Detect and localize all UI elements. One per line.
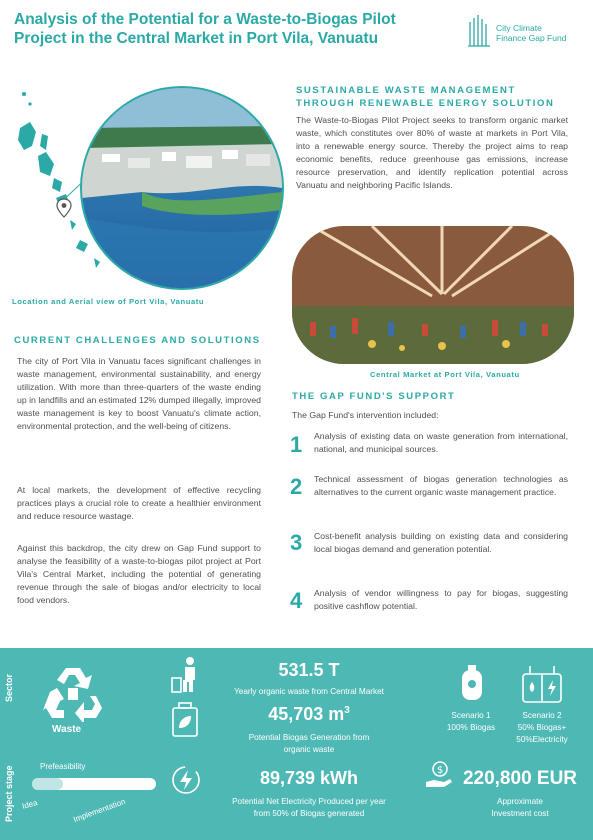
challenges-paragraph-1: The city of Port Vila in Vanuatu faces significant challenges in waste management, environmental sustainability, and energy utilization. With more than three-quarters of the waste ending up in landfills and an estimated 12% dumped illegally, improved waste management is key to boost Vanuatu's climate action, environmental protection, and the well-being of citizens. xyxy=(17,356,261,432)
market-caption: Central Market at Port Vila, Vanuatu xyxy=(370,370,520,379)
challenges-paragraph-2: At local markets, the development of effective recycling practices plays a crucial role to create a healthier environment and reduce resource wastage. xyxy=(17,485,261,522)
biogas-electricity-icon xyxy=(520,664,564,704)
electricity-value: 89,739 kWh xyxy=(259,768,359,788)
support-heading: THE GAP FUND'S SUPPORT xyxy=(292,391,456,402)
gap-fund-logo xyxy=(466,12,586,52)
step-number-2: 2 xyxy=(290,474,303,499)
location-pin-icon xyxy=(56,198,72,218)
step-text-4: Analysis of vendor willingness to pay for biogas, suggesting positive cashflow potential. xyxy=(314,588,568,611)
biogas-desc: Potential Biogas Generation from organic waste xyxy=(248,733,370,754)
stage-progress-fill xyxy=(32,778,63,790)
gas-cylinder-icon xyxy=(458,664,486,702)
challenges-paragraph-3: Against this backdrop, the city drew on Gap Fund support to analyse the feasibility of a waste-to-biogas pilot project at Port Vila's Central Market, including the potential of generating revenue through the sale of biogas and/or electricity to local food vendors. xyxy=(17,543,261,606)
step-text-2: Technical assessment of biogas generation technologies as alternatives to the current organic waste management practice. xyxy=(314,474,568,497)
aerial-photo xyxy=(80,86,284,290)
project-stage-label: Project stage xyxy=(4,765,14,822)
svg-text:$: $ xyxy=(437,765,444,776)
biogas-value: 45,703 $m^3$ xyxy=(268,704,350,724)
page-title: Analysis of the Potential for a Waste-to-Biogas Pilot Project in the Central Market in Port Vila, Vanuatu xyxy=(14,11,396,47)
market-photo xyxy=(292,226,574,364)
investment-value: 220,800 EUR xyxy=(462,768,578,789)
logo-text: City Climate Finance Gap Fund xyxy=(496,23,567,43)
sector-label: Sector xyxy=(4,673,14,702)
step-text-1: Analysis of existing data on waste generation from international, national, and municipal sources. xyxy=(314,431,568,454)
money-hand-icon xyxy=(424,760,454,790)
support-intro: The Gap Fund's intervention included: xyxy=(292,410,439,420)
stage-idea-label: Idea xyxy=(21,798,39,811)
scenario-2: Scenario 2 50% Biogas+ 50%Electricity xyxy=(516,711,568,744)
city-logo-icon xyxy=(466,12,492,48)
intro-paragraph: The Waste-to-Biogas Pilot Project seeks to transform organic market waste, which constitutes over 80% of waste at markets in Port Vila, into a renewable energy source. Thereby the project aims to reap economic benefits, reduce greenhouse gas emissions, increase resource preservation, and identify replication potential across Vanuatu and neighboring Pacific Islands. xyxy=(296,115,568,191)
electricity-desc: Potential Net Electricity Produced per year from 50% of Biogas generated xyxy=(232,797,386,818)
step-number-1: 1 xyxy=(290,432,303,457)
person-waste-icon xyxy=(170,656,204,694)
stage-prefeasibility-label: Prefeasibility xyxy=(40,762,86,771)
recycle-icon xyxy=(42,664,104,722)
step-number-4: 4 xyxy=(290,588,303,613)
step-number-3: 3 xyxy=(290,530,303,555)
scenario-1: Scenario 1 100% Biogas xyxy=(446,711,496,732)
intro-heading: SUSTAINABLE WASTE MANAGEMENT THROUGH RENEWABLE ENERGY SOLUTION xyxy=(296,85,555,109)
stage-implementation-label: Implementation xyxy=(72,796,127,825)
map-caption: Location and Aerial view of Port Vila, Vanuatu xyxy=(12,297,205,306)
step-text-3: Cost-benefit analysis building on existing data and considering local biogas demand and generation potential. xyxy=(314,531,568,554)
investment-desc: Approximate Investment cost xyxy=(491,797,549,818)
sector-value: Waste xyxy=(52,724,82,735)
challenges-heading: CURRENT CHALLENGES AND SOLUTIONS xyxy=(14,335,261,346)
biogas-container-icon xyxy=(170,702,200,738)
electricity-icon xyxy=(170,764,202,796)
waste-desc: Yearly organic waste from Central Market xyxy=(234,687,384,696)
stage-progress-bar xyxy=(32,778,156,790)
waste-value: 531.5 T xyxy=(278,660,340,680)
